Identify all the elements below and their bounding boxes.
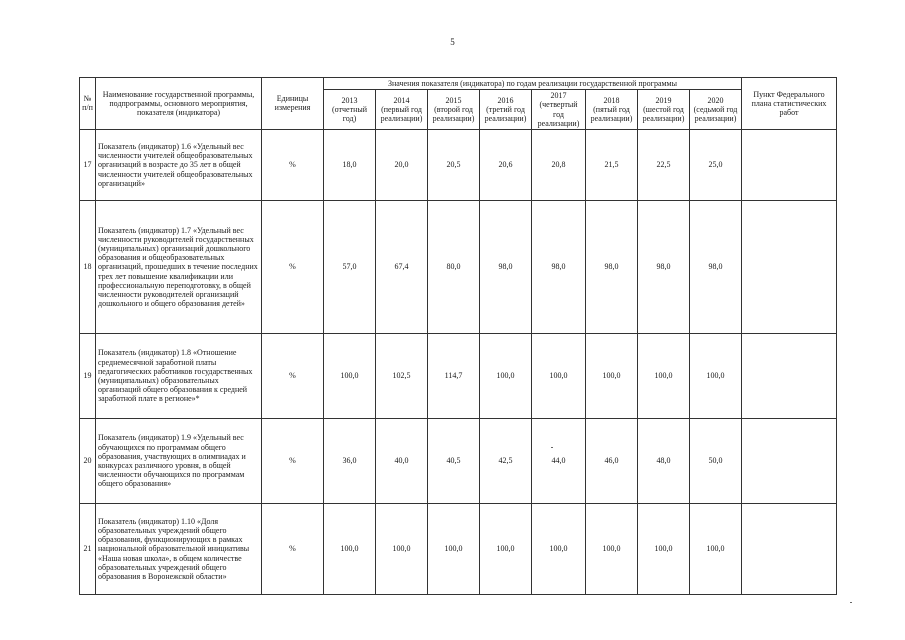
value-cell: 100,0 [480,333,532,418]
scan-speck [850,602,852,603]
unit-cell: % [262,200,324,333]
value-cell: 102,5 [376,333,428,418]
value-cell: 100,0 [324,333,376,418]
scan-speck [551,447,553,448]
header-year: 2020 (седьмой год реализации) [690,90,742,130]
value-cell: 100,0 [376,503,428,594]
value-cell: 21,5 [586,129,638,200]
indicator-name: Показатель (индикатор) 1.8 «Отношение среднемесячной заработной платы педагогических работников государственных (муниципальных) образовательных организаций общего образования к средней заработной плате в регионе»* [96,333,262,418]
value-cell: 100,0 [532,503,586,594]
row-number: 20 [80,418,96,503]
table-row [80,129,837,200]
value-cell: 98,0 [532,200,586,333]
unit-cell: % [262,503,324,594]
value-cell: 100,0 [690,333,742,418]
row-number: 17 [80,129,96,200]
value-cell: 100,0 [532,333,586,418]
value-cell: 100,0 [638,503,690,594]
value-cell: 100,0 [638,333,690,418]
indicator-name: Показатель (индикатор) 1.10 «Доля образовательных учреждений общего образования, функционирующих в рамках национальной образовательной инициативы «Наша новая школа», в общем количестве образовательных учреждений общего образования в Воронежской области» [96,503,262,594]
header-year: 2014 (первый год реализации) [376,90,428,130]
header-stat: Пункт Федерального плана статистических работ [742,78,837,130]
stat-cell [742,200,837,333]
row-number: 19 [80,333,96,418]
header-year: 2013 (отчетный год) [324,90,376,130]
indicators-table [79,77,837,595]
stat-cell [742,333,837,418]
stat-cell [742,129,837,200]
value-cell: 57,0 [324,200,376,333]
indicator-name: Показатель (индикатор) 1.6 «Удельный вес численности учителей общеобразовательных организаций в возрасте до 35 лет в общей численности учителей общеобразовательных организаций» [96,129,262,200]
value-cell: 44,0 [532,418,586,503]
value-cell: 114,7 [428,333,480,418]
value-cell: 46,0 [586,418,638,503]
stat-cell [742,418,837,503]
value-cell: 42,5 [480,418,532,503]
header-name: Наименование государственной программы, подпрограммы, основного мероприятия, показателя (индикатора) [96,78,262,130]
value-cell: 22,5 [638,129,690,200]
value-cell: 98,0 [586,200,638,333]
header-year: 2019 (шестой год реализации) [638,90,690,130]
value-cell: 98,0 [638,200,690,333]
value-cell: 100,0 [586,333,638,418]
indicator-name: Показатель (индикатор) 1.7 «Удельный вес численности руководителей государственных (муниципальных) организаций дошкольного образования и общеобразовательных организаций, прошедших в течение последних трех лет повышение квалификации или профессиональную переподготовку, в общей численности руководителей организаций дошкольного и общего образования детей» [96,200,262,333]
header-values-span: Значения показателя (индикатора) по годам реализации государственной программы [324,78,742,90]
value-cell: 100,0 [480,503,532,594]
value-cell: 80,0 [428,200,480,333]
header-year: 2015 (второй год реализации) [428,90,480,130]
table-row [80,503,837,594]
value-cell: 25,0 [690,129,742,200]
unit-cell: % [262,129,324,200]
table-row [80,333,837,418]
header-year: 2016 (третий год реализации) [480,90,532,130]
value-cell: 48,0 [638,418,690,503]
value-cell: 40,5 [428,418,480,503]
value-cell: 100,0 [428,503,480,594]
row-number: 18 [80,200,96,333]
value-cell: 20,0 [376,129,428,200]
stat-cell [742,503,837,594]
value-cell: 50,0 [690,418,742,503]
header-unit: Единицы измерения [262,78,324,130]
value-cell: 18,0 [324,129,376,200]
unit-cell: % [262,333,324,418]
indicator-name: Показатель (индикатор) 1.9 «Удельный вес обучающихся по программам общего образования, участвующих в олимпиадах и конкурсах различного уровня, в общей численности обучающихся по программам общего образования» [96,418,262,503]
header-num: № п/п [80,78,96,130]
value-cell: 20,5 [428,129,480,200]
value-cell: 100,0 [586,503,638,594]
value-cell: 100,0 [690,503,742,594]
value-cell: 20,8 [532,129,586,200]
value-cell: 20,6 [480,129,532,200]
table-row [80,418,837,503]
value-cell: 100,0 [324,503,376,594]
table-row [80,200,837,333]
value-cell: 98,0 [480,200,532,333]
header-year: 2017 (четвертый год реализации) [532,90,586,130]
value-cell: 98,0 [690,200,742,333]
header-year: 2018 (пятый год реализации) [586,90,638,130]
value-cell: 40,0 [376,418,428,503]
page-number: 5 [450,37,455,47]
row-number: 21 [80,503,96,594]
value-cell: 67,4 [376,200,428,333]
value-cell: 36,0 [324,418,376,503]
unit-cell: % [262,418,324,503]
